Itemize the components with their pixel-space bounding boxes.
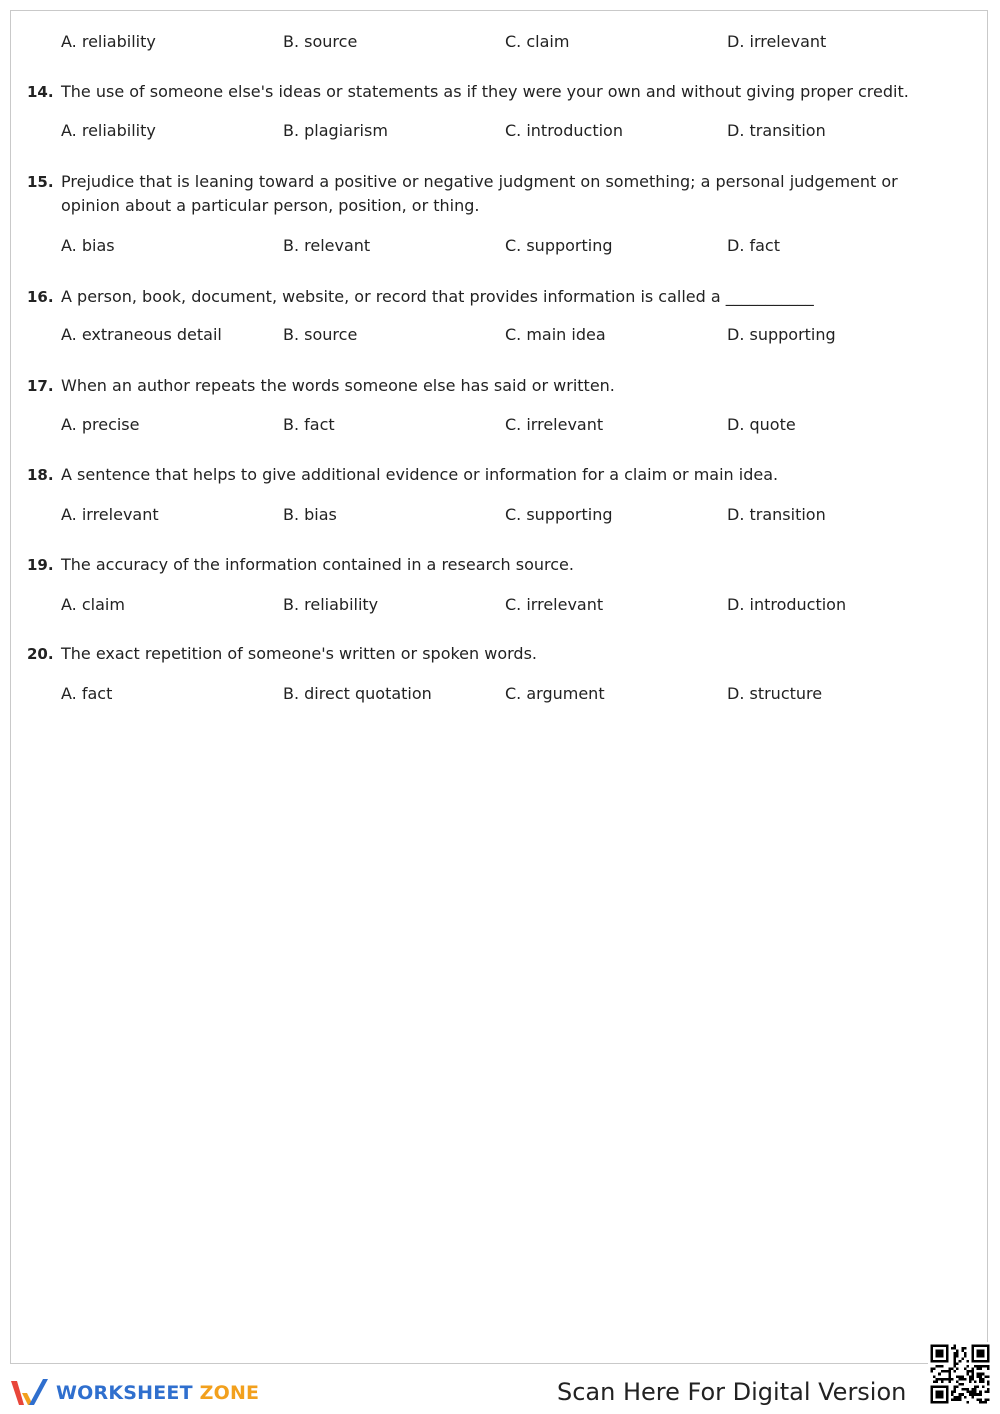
question-number: 17. (27, 377, 54, 395)
question-number: 19. (27, 556, 54, 574)
option-b: B. bias (283, 505, 337, 524)
options-row-18 (27, 504, 967, 526)
options-row-19 (27, 594, 967, 616)
options-row-13 (27, 31, 967, 53)
brand-part-worksheet: WORKSHEET (56, 1382, 193, 1404)
question-16 (27, 285, 967, 309)
question-18 (27, 463, 967, 487)
question-20 (27, 642, 967, 666)
qr-code-icon[interactable] (928, 1342, 992, 1406)
option-c: C. claim (505, 32, 570, 51)
option-c: C. argument (505, 684, 605, 703)
question-17 (27, 374, 967, 398)
option-b: B. source (283, 32, 358, 51)
option-b: B. relevant (283, 236, 371, 255)
option-d: D. quote (727, 415, 796, 434)
options-row-17 (27, 414, 967, 436)
question-number: 18. (27, 466, 54, 484)
question-text: The accuracy of the information contained in a research source. (61, 555, 574, 574)
option-d: D. introduction (727, 595, 847, 614)
option-c: C. main idea (505, 325, 606, 344)
option-a: A. irrelevant (61, 505, 159, 524)
option-a: A. bias (61, 236, 115, 255)
option-a: A. reliability (61, 121, 156, 140)
option-c: C. supporting (505, 236, 613, 255)
question-number: 20. (27, 645, 54, 663)
option-c: C. irrelevant (505, 415, 604, 434)
question-text: When an author repeats the words someone else has said or written. (61, 376, 615, 395)
option-a: A. claim (61, 595, 125, 614)
option-b: B. source (283, 325, 358, 344)
option-c: C. supporting (505, 505, 613, 524)
option-b: B. reliability (283, 595, 379, 614)
question-text: The use of someone else's ideas or statements as if they were your own and without giving proper credit. (61, 82, 909, 101)
option-b: B. fact (283, 415, 335, 434)
question-15 (27, 170, 942, 218)
brand-name (56, 1382, 259, 1404)
question-text: Prejudice that is leaning toward a positive or negative judgment on something; a personal judgement or opinion about a particular person, position, or thing. (61, 172, 898, 215)
options-row-15 (27, 235, 967, 257)
options-row-14 (27, 120, 967, 142)
brand-part-zone: ZONE (199, 1382, 260, 1404)
option-d: D. irrelevant (727, 32, 827, 51)
option-d: D. fact (727, 236, 780, 255)
option-a: A. extraneous detail (61, 325, 222, 344)
option-d: D. supporting (727, 325, 836, 344)
question-number: 14. (27, 83, 54, 101)
option-b: B. direct quotation (283, 684, 432, 703)
question-text: A person, book, document, website, or record that provides information is called a ___________ (61, 287, 814, 306)
option-c: C. introduction (505, 121, 623, 140)
options-row-20 (27, 683, 967, 705)
options-row-16 (27, 324, 967, 346)
option-a: A. fact (61, 684, 113, 703)
option-d: D. structure (727, 684, 823, 703)
question-number: 15. (27, 173, 54, 191)
option-a: A. reliability (61, 32, 156, 51)
option-d: D. transition (727, 121, 826, 140)
question-14 (27, 80, 967, 104)
option-a: A. precise (61, 415, 140, 434)
question-text: The exact repetition of someone's written or spoken words. (61, 644, 537, 663)
question-text: A sentence that helps to give additional evidence or information for a claim or main idea. (61, 465, 779, 484)
question-number: 16. (27, 288, 54, 306)
logo-mark-icon (10, 1377, 50, 1409)
option-b: B. plagiarism (283, 121, 388, 140)
worksheetzone-logo[interactable] (10, 1376, 259, 1410)
question-19 (27, 553, 967, 577)
scan-here-text: Scan Here For Digital Version (557, 1378, 907, 1406)
option-c: C. irrelevant (505, 595, 604, 614)
option-d: D. transition (727, 505, 826, 524)
